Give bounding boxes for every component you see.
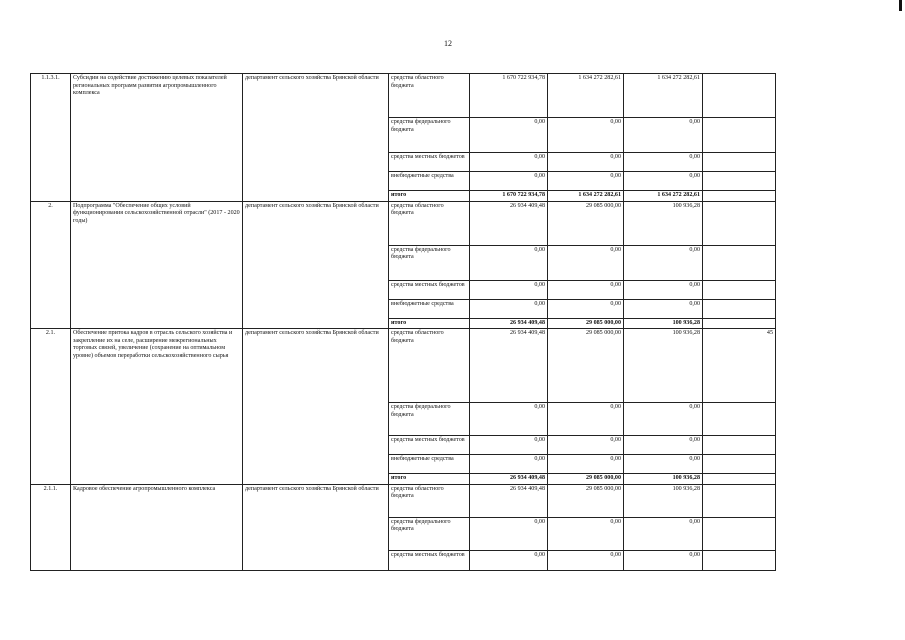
funding-source: средства областного бюджета [389,74,470,118]
amount-v2: 29 085 000,00 [548,318,624,329]
amount-v1: 1 670 722 934,78 [470,191,548,202]
amount-v3: 0,00 [624,550,703,570]
extra-column [703,299,776,318]
edge-mark [899,0,902,11]
amount-v2: 1 634 272 282,61 [548,74,624,118]
funding-source: средства областного бюджета [389,201,470,245]
amount-v1: 0,00 [470,172,548,191]
amount-v2: 1 634 272 282,61 [548,191,624,202]
amount-v3: 0,00 [624,517,703,550]
funding-source: средства областного бюджета [389,484,470,517]
item-number: 1.1.3.1. [31,74,71,202]
amount-v2: 0,00 [548,455,624,474]
amount-v3: 100 936,28 [624,318,703,329]
extra-column [703,455,776,474]
amount-v3: 100 936,28 [624,201,703,245]
item-name: Кадровое обеспечение агропромышленного комплекса [71,484,243,570]
amount-v1: 26 934 409,48 [470,318,548,329]
amount-v2: 0,00 [548,517,624,550]
extra-column [703,550,776,570]
amount-v1: 0,00 [470,280,548,299]
item-number: 2. [31,201,71,329]
extra-column [703,245,776,280]
extra-column [703,280,776,299]
amount-v3: 0,00 [624,118,703,153]
amount-v1: 0,00 [470,550,548,570]
amount-v2: 0,00 [548,403,624,436]
funding-source: средства областного бюджета [389,329,470,403]
table-row [31,74,776,118]
extra-column: 45 [703,329,776,403]
funding-source: средства местных бюджетов [389,280,470,299]
item-executor: департамент сельского хозяйства Брянской области [243,484,389,570]
funding-source: итого [389,191,470,202]
extra-column [703,517,776,550]
funding-source: средства местных бюджетов [389,550,470,570]
amount-v3: 0,00 [624,280,703,299]
amount-v1: 0,00 [470,299,548,318]
funding-source: внебюджетные средства [389,299,470,318]
amount-v3: 0,00 [624,436,703,455]
amount-v3: 100 936,28 [624,484,703,517]
item-name: Субсидии на содействие достижению целевых показателей региональных программ развития агропромышленного комплекса [71,74,243,202]
amount-v2: 29 085 000,00 [548,329,624,403]
extra-column [703,474,776,485]
funding-source: средства федерального бюджета [389,403,470,436]
amount-v2: 0,00 [548,172,624,191]
amount-v1: 0,00 [470,403,548,436]
amount-v3: 100 936,28 [624,329,703,403]
amount-v1: 26 934 409,48 [470,484,548,517]
table-body [31,74,776,571]
funding-source: итого [389,474,470,485]
extra-column [703,403,776,436]
item-executor: департамент сельского хозяйства Брянской области [243,329,389,485]
amount-v3: 0,00 [624,455,703,474]
item-executor: департамент сельского хозяйства Брянской области [243,201,389,329]
funding-source: средства федерального бюджета [389,517,470,550]
amount-v3: 0,00 [624,172,703,191]
amount-v3: 0,00 [624,299,703,318]
amount-v1: 0,00 [470,118,548,153]
amount-v2: 0,00 [548,280,624,299]
amount-v2: 0,00 [548,436,624,455]
amount-v2: 29 085 000,00 [548,474,624,485]
table-row [31,484,776,517]
amount-v2: 0,00 [548,153,624,172]
item-name: Подпрограмма "Обеспечение общих условий функционирования сельскохозяйственной отрасли" (2017 - 2020 годы) [71,201,243,329]
extra-column [703,153,776,172]
extra-column [703,118,776,153]
amount-v3: 1 634 272 282,61 [624,74,703,118]
amount-v1: 0,00 [470,455,548,474]
amount-v2: 0,00 [548,118,624,153]
budget-table [30,73,776,571]
funding-source: средства местных бюджетов [389,436,470,455]
amount-v3: 1 634 272 282,61 [624,191,703,202]
extra-column [703,172,776,191]
amount-v3: 0,00 [624,245,703,280]
table-row [31,201,776,245]
item-number: 2.1.1. [31,484,71,570]
amount-v3: 100 936,28 [624,474,703,485]
funding-source: средства федерального бюджета [389,245,470,280]
extra-column [703,436,776,455]
funding-source: внебюджетные средства [389,455,470,474]
item-name: Обеспечение притока кадров в отрасль сельского хозяйства и закрепление их на селе, расширение межрегиональных торговых связей, увеличение (сохранение на оптимальном уровне) объемов переработки сельскохозяйственного сырья [71,329,243,485]
amount-v2: 0,00 [548,550,624,570]
table-row [31,329,776,403]
amount-v1: 0,00 [470,436,548,455]
amount-v1: 0,00 [470,517,548,550]
amount-v1: 1 670 722 934,78 [470,74,548,118]
extra-column [703,191,776,202]
funding-source: средства федерального бюджета [389,118,470,153]
amount-v3: 0,00 [624,153,703,172]
amount-v2: 0,00 [548,245,624,280]
amount-v1: 26 934 409,48 [470,329,548,403]
amount-v1: 0,00 [470,153,548,172]
amount-v1: 26 934 409,48 [470,201,548,245]
item-executor: департамент сельского хозяйства Брянской области [243,74,389,202]
amount-v3: 0,00 [624,403,703,436]
page-number: 12 [444,39,452,48]
item-number: 2.1. [31,329,71,485]
amount-v1: 26 934 409,48 [470,474,548,485]
funding-source: внебюджетные средства [389,172,470,191]
extra-column [703,201,776,245]
funding-source: средства местных бюджетов [389,153,470,172]
amount-v2: 29 085 000,00 [548,484,624,517]
amount-v2: 29 085 000,00 [548,201,624,245]
extra-column [703,484,776,517]
extra-column [703,318,776,329]
funding-source: итого [389,318,470,329]
amount-v1: 0,00 [470,245,548,280]
amount-v2: 0,00 [548,299,624,318]
extra-column [703,74,776,118]
